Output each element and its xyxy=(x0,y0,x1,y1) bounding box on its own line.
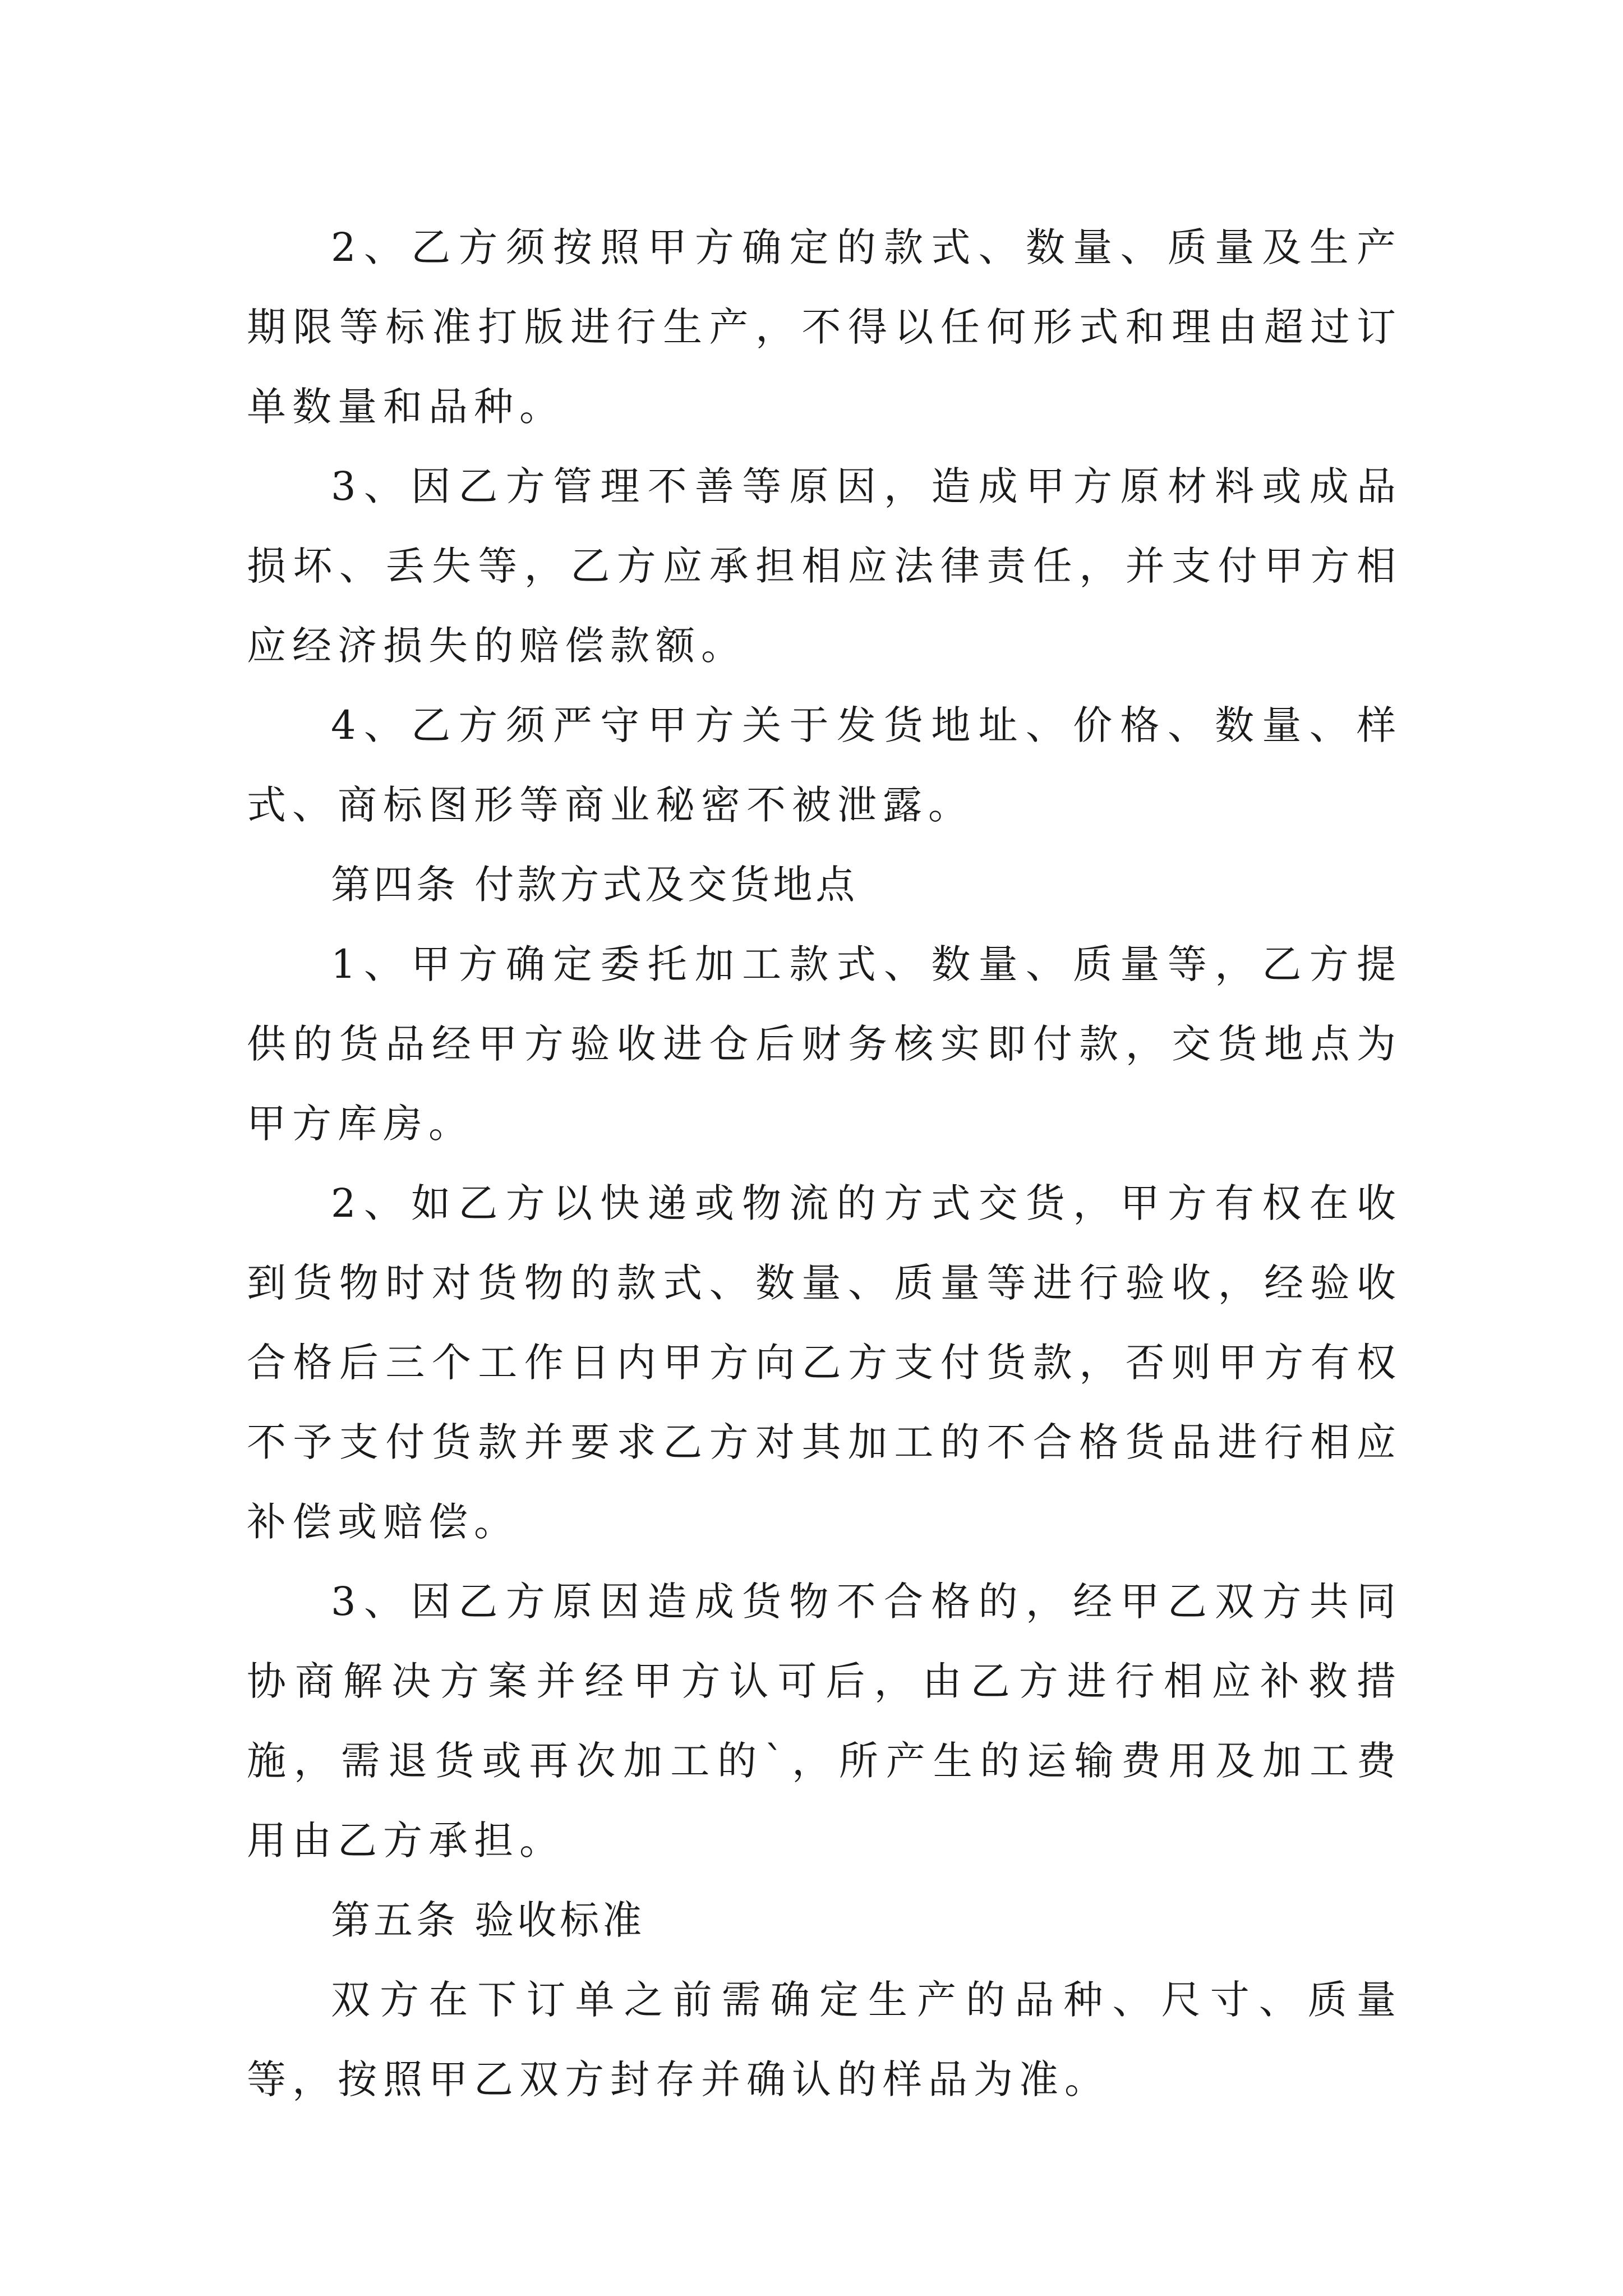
clause-4-item-1: 1、甲方确定委托加工款式、数量、质量等，乙方提供的货品经甲方验收进仓后财务核实即付款，交货地点为甲方库房。 xyxy=(247,941,1402,1147)
clause-4-item-3: 3、因乙方原因造成货物不合格的，经甲乙双方共同协商解决方案并经甲方认可后，由乙方进行相应补救措施，需退货或再次加工的`，所产生的运输费用及加工费用由乙方承担。 xyxy=(247,1579,1402,1864)
clause-4-heading: 第四条 付款方式及交货地点 xyxy=(331,862,859,908)
clause-5-heading: 第五条 验收标准 xyxy=(331,1897,645,1943)
clause-3-item-2: 2、乙方须按照甲方确定的款式、数量、质量及生产期限等标准打版进行生产，不得以任何形式和理由超过订单数量和品种。 xyxy=(247,224,1402,430)
document-body xyxy=(247,208,1402,2119)
clause-5-body: 双方在下订单之前需确定生产的品种、尺寸、质量等，按照甲乙双方封存并确认的样品为准。 xyxy=(247,1977,1402,2102)
clause-3-item-3: 3、因乙方管理不善等原因，造成甲方原材料或成品损坏、丢失等，乙方应承担相应法律责任，并支付甲方相应经济损失的赔偿款额。 xyxy=(247,463,1402,669)
clause-4-item-2: 2、如乙方以快递或物流的方式交货，甲方有权在收到货物时对货物的款式、数量、质量等进行验收，经验收合格后三个工作日内甲方向乙方支付货款，否则甲方有权不予支付货款并要求乙方对其加工的不合格货品进行相应补偿或赔偿。 xyxy=(247,1180,1402,1545)
clause-3-item-4: 4、乙方须严守甲方关于发货地址、价格、数量、样式、商标图形等商业秘密不被泄露。 xyxy=(247,702,1402,828)
